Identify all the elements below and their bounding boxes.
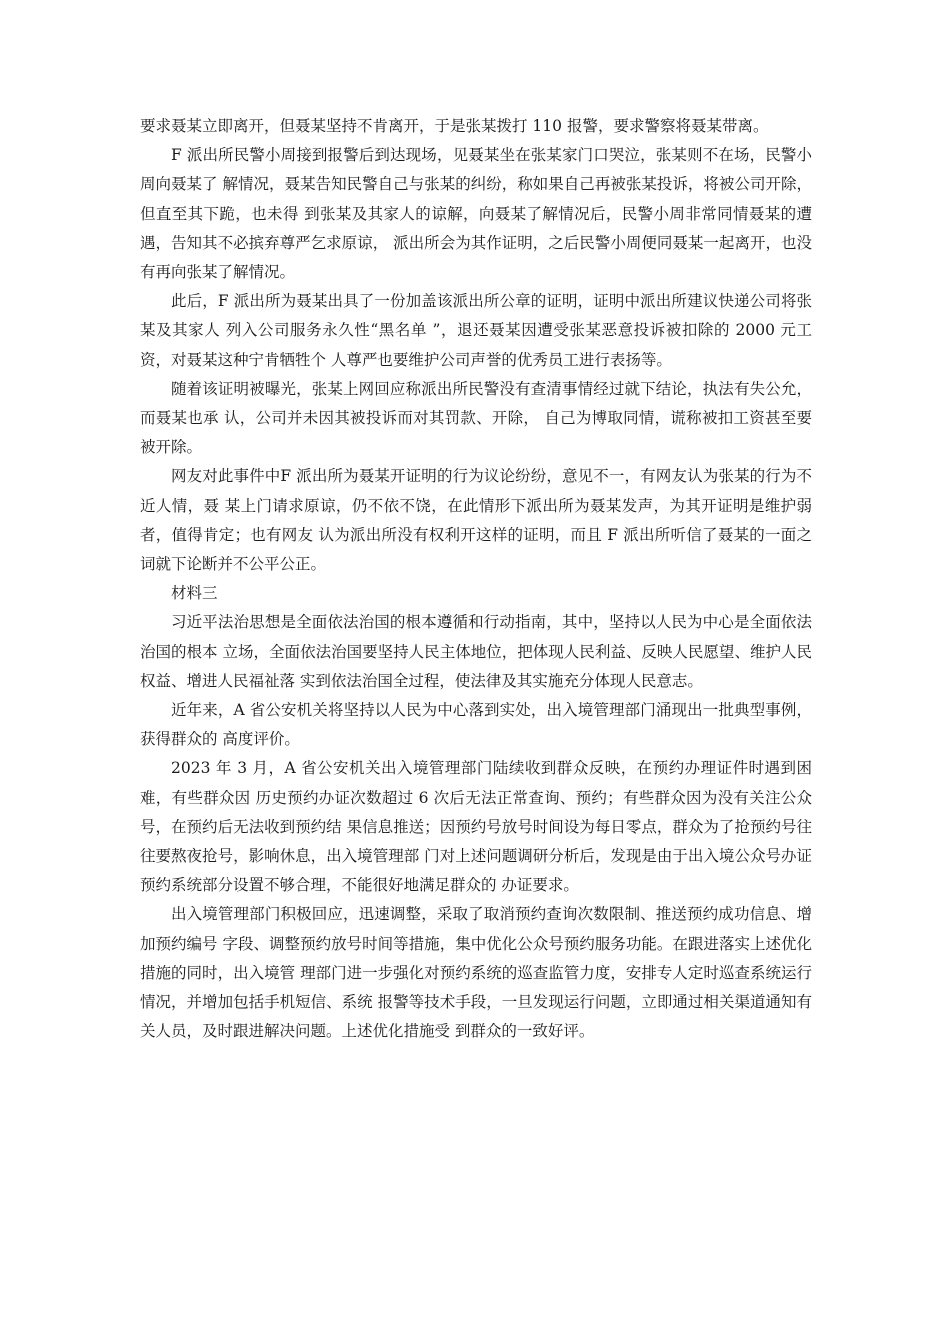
paragraph: 网友对此事件中F 派出所为聂某开证明的行为议论纷纷，意见不一，有网友认为张某的行为不近人情，聂 某上门请求原谅，仍不依不饶，在此情形下派出所为聂某发声，为其开证明是维护弱者，值得肯定；也有网友 认为派出所没有权利开这样的证明，而且 F 派出所听信了聂某的一面之词就下论断并不公平公正。 xyxy=(140,467,812,574)
paragraph: 出入境管理部门积极回应，迅速调整，采取了取消预约查询次数限制、推送预约成功信息、增加预约编号 字段、调整预约放号时间等措施，集中优化公众号预约服务功能。在跟进落实上述优化措施的同时，出入境管 理部门进一步强化对预约系统的巡查监管力度，安排专人定时巡查系统运行情况，并增加包括手机短信、系统 报警等技术手段，一旦发现运行问题，立即通过相关渠道通知有关人员，及时跟进解决问题。上述优化措施受 到群众的一致好评。 xyxy=(140,905,812,1041)
paragraph: F 派出所民警小周接到报警后到达现场，见聂某坐在张某家门口哭泣，张某则不在场，民警小周向聂某了 解情况，聂某告知民警自己与张某的纠纷，称如果自己再被张某投诉，将被公司开除，但直至其下跪，也未得 到张某及其家人的谅解，向聂某了解情况后，民警小周非常同情聂某的遭遇，告知其不必摈弃尊严乞求原谅， 派出所会为其作证明，之后民警小周便同聂某一起离开，也没有再向张某了解情况。 xyxy=(140,146,812,282)
paragraph: 近年来，A 省公安机关将坚持以人民为中心落到实处，出入境管理部门涌现出一批典型事例，获得群众的 高度评价。 xyxy=(140,701,812,749)
document-body xyxy=(140,112,812,1047)
paragraph: 随着该证明被曝光，张某上网回应称派出所民警没有查清事情经过就下结论，执法有失公允，而聂某也承 认，公司并未因其被投诉而对其罚款、开除， 自己为博取同情，谎称被扣工资甚至要被开除。 xyxy=(140,379,812,457)
section-heading: 材料三 xyxy=(171,584,218,603)
paragraph: 此后，F 派出所为聂某出具了一份加盖该派出所公章的证明，证明中派出所建议快递公司将张某及其家人 列入公司服务永久性“黑名单 ”，退还聂某因遭受张某恶意投诉被扣除的 2000 元工资，对聂某这种宁肯牺牲个 人尊严也要维护公司声誉的优秀员工进行表扬等。 xyxy=(140,292,812,369)
paragraph: 习近平法治思想是全面依法治国的根本遵循和行动指南，其中，坚持以人民为中心是全面依法治国的根本 立场，全面依法治国要坚持人民主体地位，把体现人民利益、反映人民愿望、维护人民权益、增进人民福祉落 实到依法治国全过程，使法律及其实施充分体现人民意志。 xyxy=(140,613,812,690)
paragraph: 2023 年 3 月，A 省公安机关出入境管理部门陆续收到群众反映，在预约办理证件时遇到困难，有些群众因 历史预约办证次数超过 6 次后无法正常查询、预约；有些群众因为没有关注公众号，在预约后无法收到预约结 果信息推送；因预约号放号时间设为每日零点，群众为了抢预约号往往要熬夜抢号，影响休息，出入境管理部 门对上述问题调研分析后，发现是由于出入境公众号办证预约系统部分设置不够合理，不能很好地满足群众的 办证要求。 xyxy=(140,759,812,895)
paragraph: 要求聂某立即离开，但聂某坚持不肯离开，于是张某拨打 110 报警，要求警察将聂某带离。 xyxy=(140,117,769,135)
